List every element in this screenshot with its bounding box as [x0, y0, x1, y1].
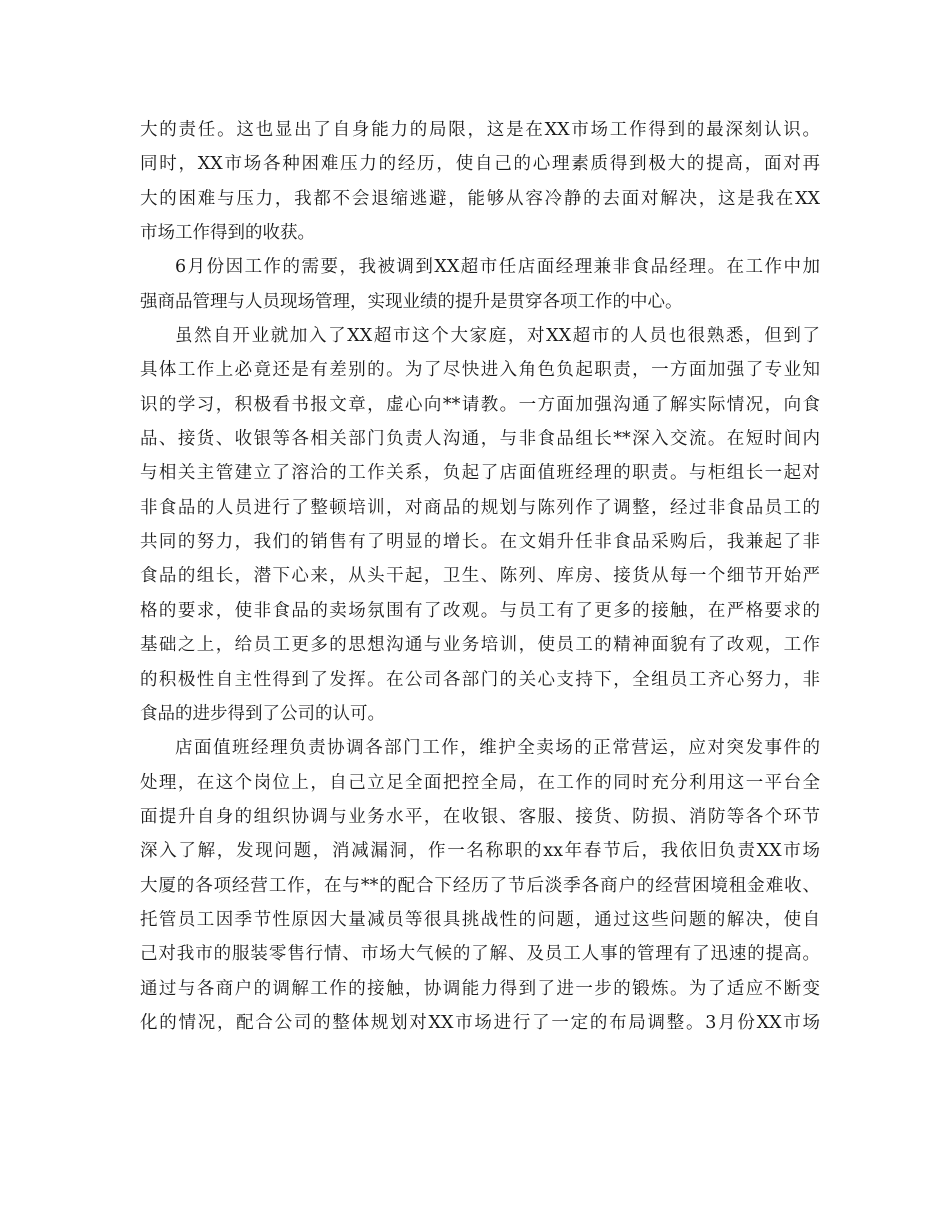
text-line: 大的困难与压力，我都不会退缩逃避，能够从容冷静的去面对解决，这是我在XX: [140, 188, 820, 209]
text-line: 品、接货、收银等各相关部门负责人沟通，与非食品组长**深入交流。在短时间内: [140, 429, 820, 450]
text-line: 食品的组长，潜下心来，从头干起，卫生、陈列、库房、接货从每一个细节开始严: [140, 566, 820, 587]
text-line: 与相关主管建立了溶洽的工作关系，负起了店面值班经理的职责。与柜组长一起对: [140, 463, 820, 484]
text-line: 面提升自身的组织协调与业务水平，在收银、客服、接货、防损、消防等各个环节: [140, 806, 820, 827]
text-line: 强商品管理与人员现场管理，实现业绩的提升是贯穿各项工作的中心。: [140, 291, 683, 312]
text-line: 基础之上，给员工更多的思想沟通与业务培训，使员工的精神面貌有了改观，工作: [140, 635, 820, 656]
text-line: 大的责任。这也显出了自身能力的局限，这是在XX市场工作得到的最深刻认识。: [140, 120, 820, 140]
text-line: 店面值班经理负责协调各部门工作，维护全卖场的正常营运，应对突发事件的: [175, 738, 820, 759]
text-line: 处理，在这个岗位上，自己立足全面把控全局，在工作的同时充分利用这一平台全: [140, 772, 820, 793]
text-line: 深入了解，发现问题，消减漏洞，作一名称职的xx年春节后，我依旧负责XX市场: [140, 841, 820, 862]
text-line: 6月份因工作的需要，我被调到XX超市任店面经理兼非食品经理。在工作中加: [175, 257, 820, 278]
text-line: 的积极性自主性得到了发挥。在公司各部门的关心支持下，全组员工齐心努力，非: [140, 669, 820, 690]
text-line: 同时，XX市场各种困难压力的经历，使自己的心理素质得到极大的提高，面对再: [140, 154, 820, 175]
text-line: 格的要求，使非食品的卖场氛围有了改观。与员工有了更多的接触，在严格要求的: [140, 600, 820, 621]
text-line: 市场工作得到的收获。: [140, 223, 315, 244]
text-line: 共同的努力，我们的销售有了明显的增长。在文娟升任非食品采购后，我兼起了非: [140, 532, 820, 553]
text-line: 通过与各商户的调解工作的接触，协调能力得到了进一步的锻炼。为了适应不断变: [140, 978, 820, 999]
body-text: [140, 113, 820, 1040]
text-line: 化的情况，配合公司的整体规划对XX市场进行了一定的布局调整。3月份XX市场: [140, 1012, 820, 1033]
text-line: 具体工作上必竟还是有差别的。为了尽快进入角色负起职责，一方面加强了专业知: [140, 360, 820, 381]
text-line: 非食品的人员进行了整顿培训，对商品的规划与陈列作了调整，经过非食品员工的: [140, 497, 820, 518]
text-line: 托管员工因季节性原因大量减员等很具挑战性的问题，通过这些问题的解决，使自: [140, 909, 820, 930]
text-line: 己对我市的服装零售行情、市场大气候的了解、及员工人事的管理有了迅速的提高。: [140, 944, 820, 965]
text-line: 虽然自开业就加入了XX超市这个大家庭，对XX超市的人员也很熟悉，但到了: [175, 326, 820, 347]
text-line: 食品的进步得到了公司的认可。: [140, 703, 385, 724]
text-line: 识的学习，积极看书报文章，虚心向**请教。一方面加强沟通了解实际情况，向食: [140, 394, 820, 415]
text-line: 大厦的各项经营工作，在与**的配合下经历了节后淡季各商户的经营困境租金难收、: [140, 875, 820, 896]
